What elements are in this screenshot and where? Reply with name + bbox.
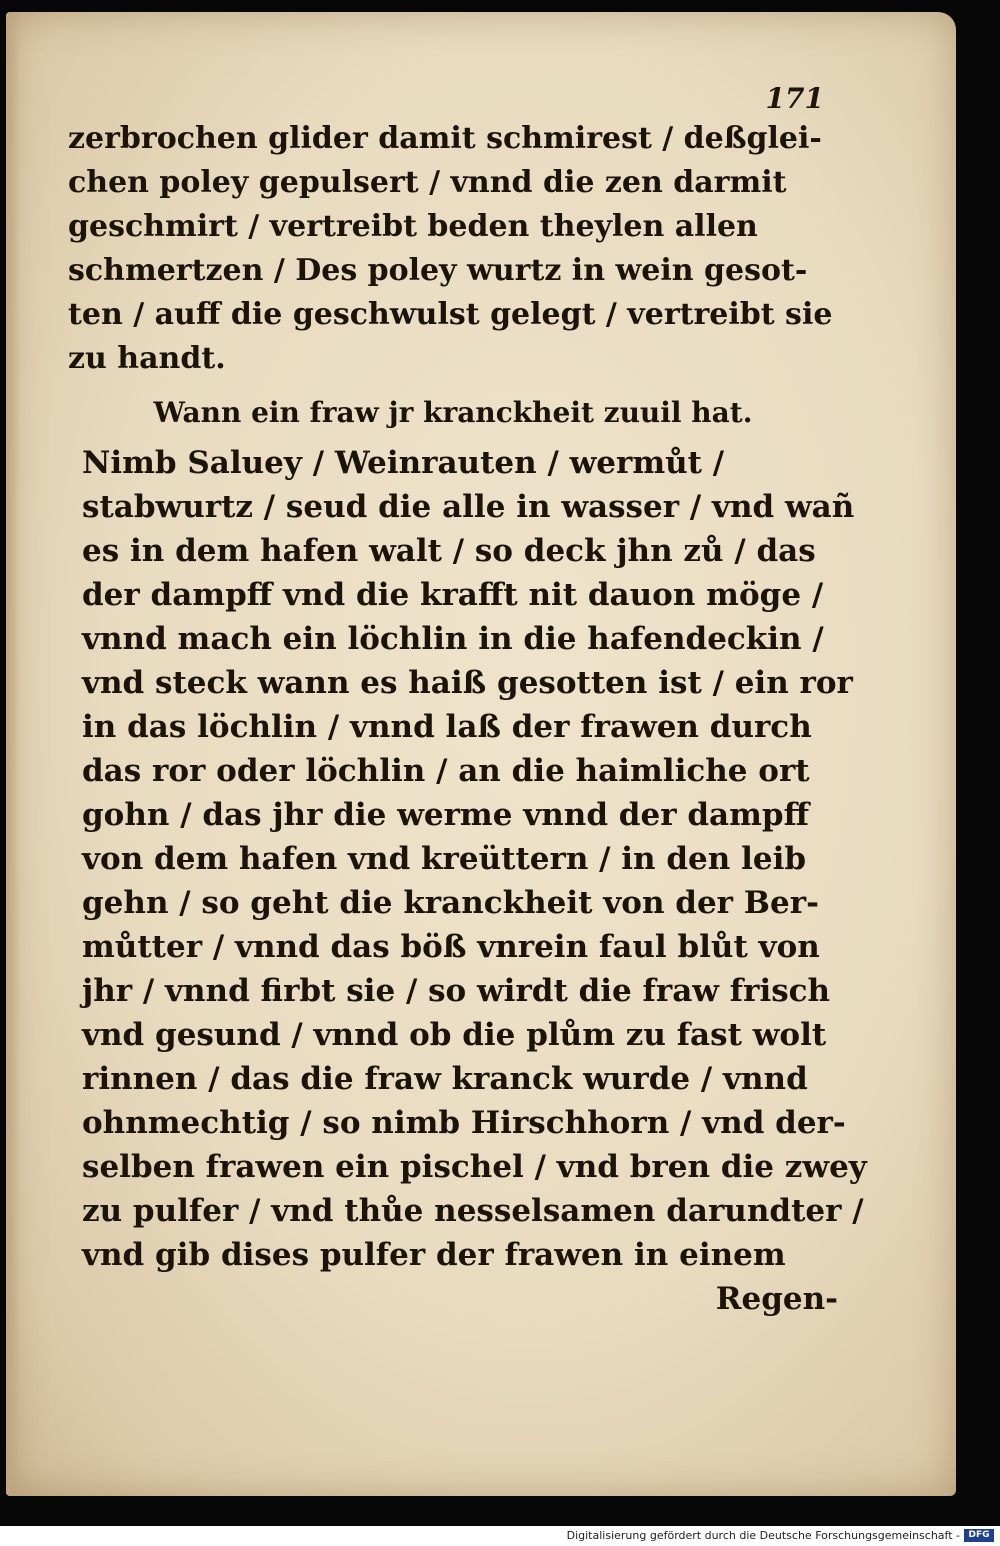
text-line: chen poley gepulsert / vnnd die zen darmit [68,165,787,200]
text-block [68,117,867,1321]
text-line: Nimb Saluey / Weinrauten / wermůt / [82,445,725,481]
paragraph-1 [68,117,838,381]
paragraph-2 [82,441,867,1321]
text-line: stabwurtz / seud die alle in wasser / vnd wañ [82,489,855,525]
text-line: zu pulfer / vnd thůe nesselsamen darundter / [82,1193,864,1229]
text-line: von dem hafen vnd kreüttern / in den leib [82,841,807,877]
text-line: vnnd mach ein löchlin in die hafendeckin / [82,621,824,657]
text-line: zu handt. [68,341,226,376]
text-line: es in dem hafen walt / so deck jhn zů / das [82,533,816,569]
text-line: můtter / vnnd das böß vnrein faul blůt von [82,929,820,965]
digitization-footer [0,1526,1000,1546]
text-line: schmertzen / Des poley wurtz in wein gesot- [68,253,808,288]
text-line: zerbrochen glider damit schmirest / deßglei- [68,121,822,156]
text-line: vnd gesund / vnnd ob die plům zu fast wolt [82,1017,827,1053]
text-line: gehn / so geht die kranckheit von der Ber- [82,885,819,921]
text-line: ohnmechtig / so nimb Hirschhorn / vnd der- [82,1105,846,1141]
text-line: geschmirt / vertreibt beden theylen allen [68,209,758,244]
text-line: selben frawen ein pischel / vnd bren die zwey [82,1149,867,1185]
text-line: rinnen / das die fraw kranck wurde / vnnd [82,1061,808,1097]
catchword: Regen- [715,1281,838,1317]
text-line: gohn / das jhr die werme vnnd der dampff [82,797,810,833]
folio-number: 171 [765,82,824,115]
text-line: vnd gib dises pulfer der frawen in einem [82,1237,786,1273]
text-line: in das löchlin / vnnd laß der frawen durch [82,709,812,745]
page-gutter-shadow [6,12,20,1496]
text-line: jhr / vnnd firbt sie / so wirdt die fraw frisch [82,973,831,1009]
text-line: der dampff vnd die krafft nit dauon möge / [82,577,824,613]
dfg-logo-icon: DFG [964,1529,994,1542]
text-line: vnd steck wann es haiß gesotten ist / ein ror [82,665,853,701]
funding-credit: Digitalisierung gefördert durch die Deutsche Forschungsgemeinschaft - [566,1529,960,1542]
text-line: das ror oder löchlin / an die haimliche ort [82,753,810,789]
text-line: ten / auff die geschwulst gelegt / vertreibt sie [68,297,833,332]
section-heading: Wann ein fraw jr kranckheit zuuil hat. [153,396,753,429]
book-page [6,12,956,1496]
